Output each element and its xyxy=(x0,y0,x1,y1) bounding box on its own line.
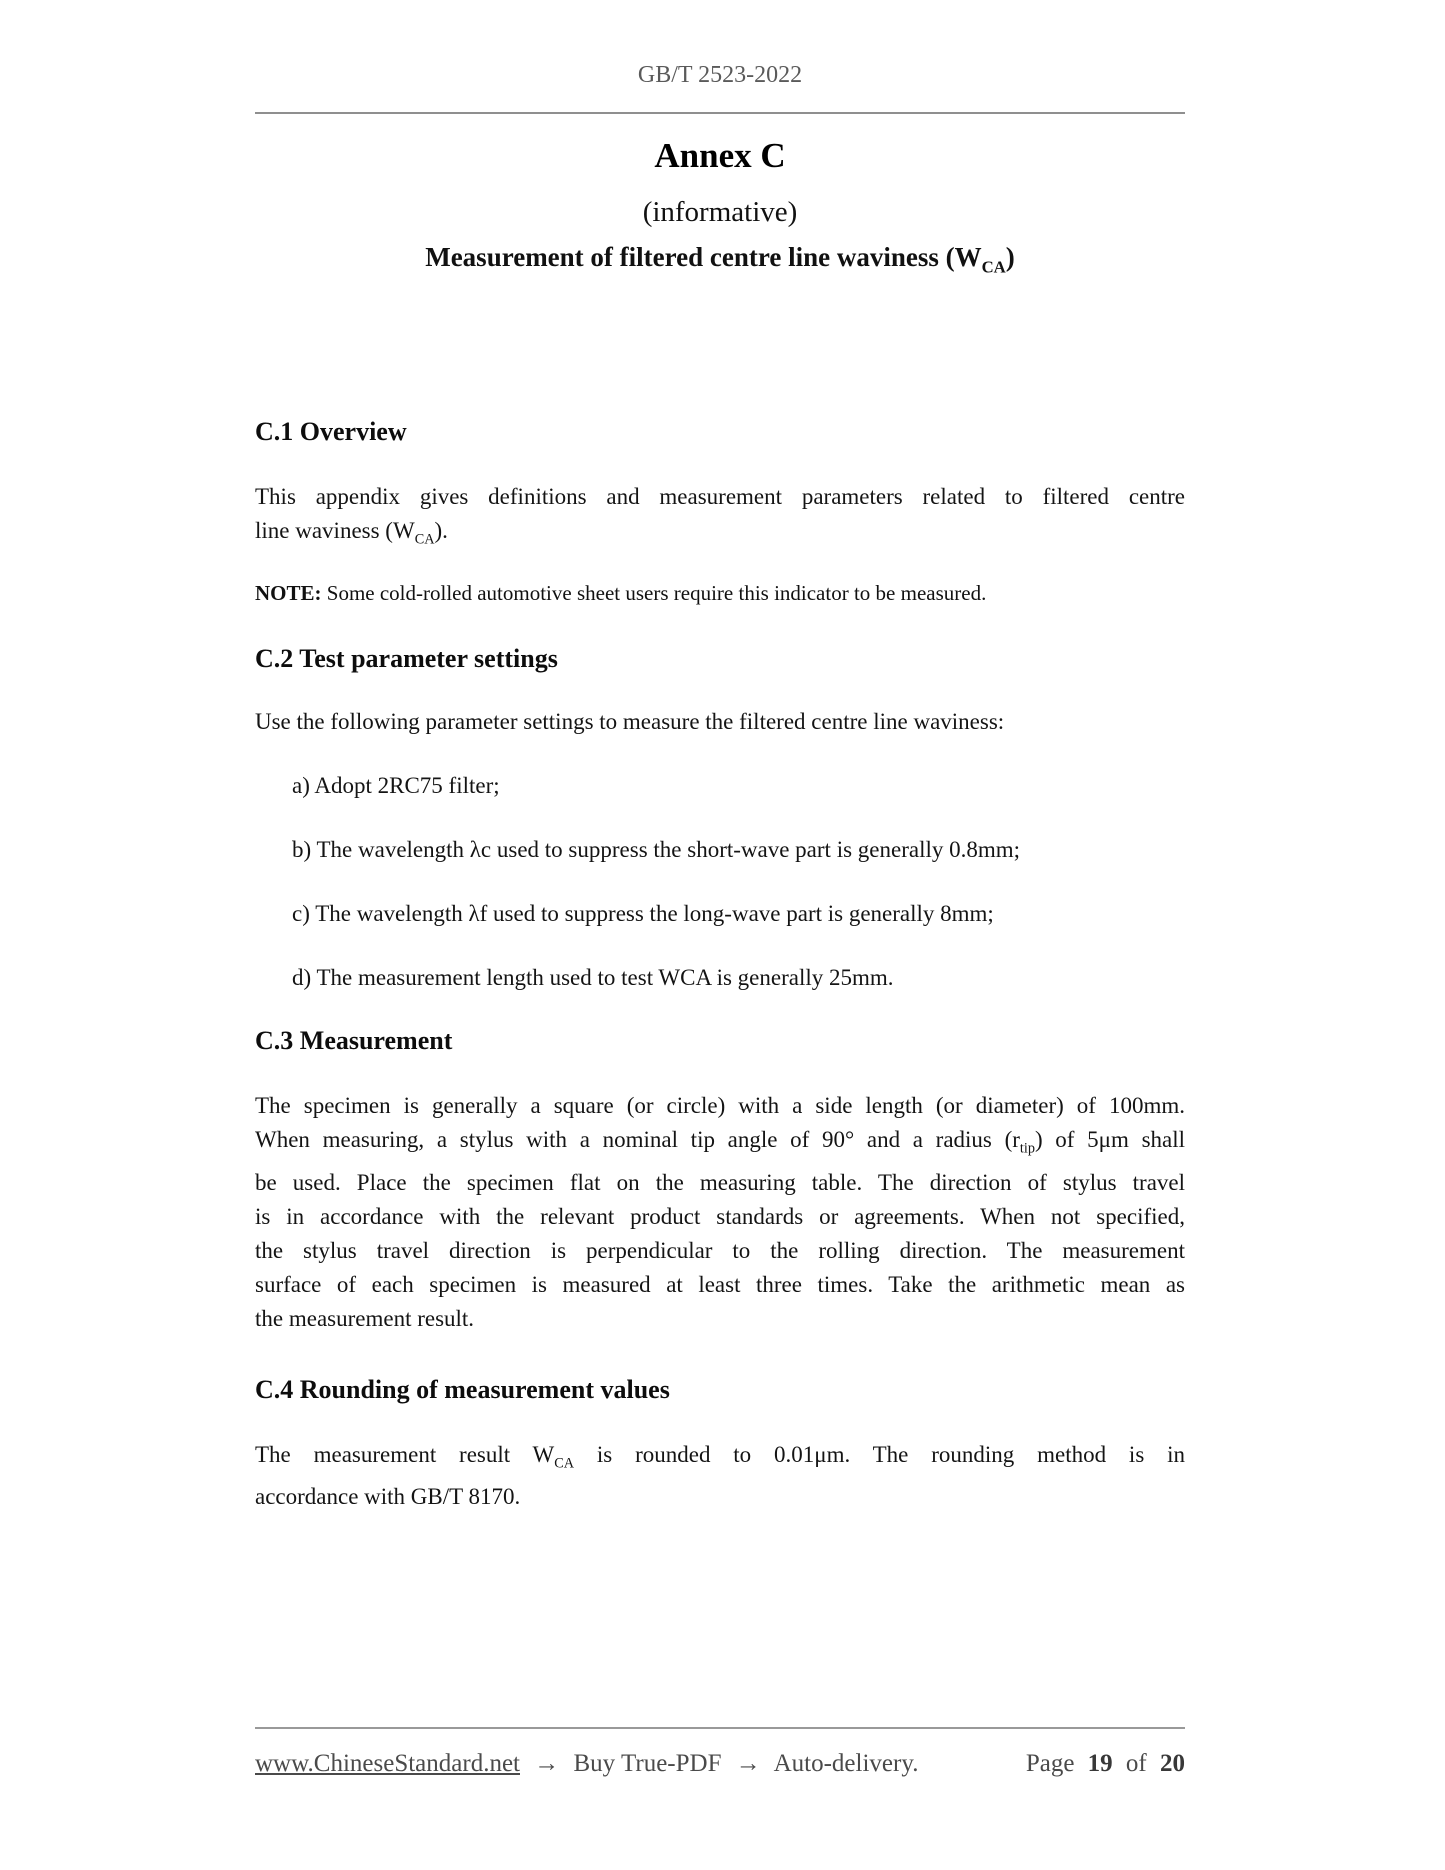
note-label: NOTE: xyxy=(255,580,322,605)
running-header-standard-code: GB/T 2523-2022 xyxy=(637,62,803,88)
document-title-subscript: CA xyxy=(981,257,1006,277)
arrow-right-icon: → xyxy=(534,1750,560,1777)
paragraph-c3-line5: the stylus travel direction is perpendicular to the rolling direction. The measurement xyxy=(255,1237,1185,1263)
paragraph-c3-line3: be used. Place the specimen flat on the measuring table. The direction of stylus travel xyxy=(255,1169,1185,1195)
page-total-number: 20 xyxy=(1160,1750,1185,1777)
list-item-a: a) Adopt 2RC75 filter; xyxy=(292,772,500,798)
paragraph-c1 xyxy=(255,480,1185,557)
rtip-subscript: tip xyxy=(1019,1140,1035,1157)
paragraph-c3-line1: The specimen is generally a square (or circle) with a side length (or diameter) of 100mm. xyxy=(255,1092,1185,1118)
paragraph-c1-line2-close: ). xyxy=(434,518,448,544)
paragraph-c1-line1: This appendix gives definitions and measurement parameters related to filtered centre xyxy=(255,484,1185,510)
paragraph-c3-line2 xyxy=(255,1123,1185,1166)
document-title-text: Measurement of filtered centre line waviness (W xyxy=(425,242,982,272)
wca-subscript: CA xyxy=(414,531,435,548)
annex-subtitle: (informative) xyxy=(642,196,798,228)
footer-left xyxy=(255,1749,926,1779)
paragraph-c1-line2-text: line waviness (W xyxy=(255,518,415,544)
paragraph-c1-line2 xyxy=(255,514,1185,557)
paragraph-c4-line1-close: is rounded to 0.01μm. The rounding method is in xyxy=(574,1441,1185,1467)
paragraph-c4-line1-text: The measurement result W xyxy=(255,1441,555,1467)
heading-c3-measurement: C.3 Measurement xyxy=(255,1025,453,1055)
page-current-number: 19 xyxy=(1087,1750,1113,1777)
paragraph-c4-line2: accordance with GB/T 8170. xyxy=(255,1484,521,1510)
page-content xyxy=(255,0,1185,1514)
paragraph-c3-line2-close: ) of 5μm shall xyxy=(1034,1126,1186,1152)
paragraph-c2-intro: Use the following parameter settings to measure the filtered centre line waviness: xyxy=(255,708,1005,734)
paragraph-c3-line6: surface of each specimen is measured at least three times. Take the arithmetic mean as xyxy=(255,1271,1185,1297)
page-footer xyxy=(255,1727,1185,1779)
heading-c1-overview: C.1 Overview xyxy=(255,417,407,447)
paragraph-c3-line7: the measurement result. xyxy=(255,1305,475,1331)
paragraph-c3 xyxy=(255,1089,1185,1336)
list-item-b: b) The wavelength λc used to suppress the short-wave part is generally 0.8mm; xyxy=(292,836,1021,862)
note-text: Some cold-rolled automotive sheet users require this indicator to be measured. xyxy=(326,580,987,605)
heading-c2-test-parameter-settings: C.2 Test parameter settings xyxy=(255,643,558,673)
note-line xyxy=(255,579,1185,607)
wca-subscript-2: CA xyxy=(554,1455,575,1472)
footer-delivery-text: Auto-delivery. xyxy=(773,1750,919,1777)
footer-page-indicator xyxy=(1019,1749,1185,1779)
list-item-c: c) The wavelength λf used to suppress the long-wave part is generally 8mm; xyxy=(292,900,994,926)
footer-website-link[interactable]: www.ChineseStandard.net xyxy=(255,1750,520,1777)
paragraph-c4 xyxy=(255,1438,1185,1515)
paragraph-c4-line1 xyxy=(255,1438,1185,1481)
page-of-label: of xyxy=(1125,1750,1147,1777)
paragraph-c3-line4: is in accordance with the relevant product standards or agreements. When not specified, xyxy=(255,1203,1185,1229)
header-rule xyxy=(255,112,1185,114)
arrow-right-icon-2: → xyxy=(735,1750,761,1777)
heading-c4-rounding: C.4 Rounding of measurement values xyxy=(255,1374,670,1404)
document-title-close: ) xyxy=(1005,242,1015,272)
annex-title: Annex C xyxy=(654,136,786,175)
paragraph-c3-line2-text: When measuring, a stylus with a nominal tip angle of 90° and a radius (r xyxy=(255,1126,1020,1152)
list-item-d: d) The measurement length used to test WCA is generally 25mm. xyxy=(292,964,894,990)
footer-buy-text: Buy True-PDF xyxy=(573,1750,722,1777)
page-label: Page xyxy=(1025,1750,1075,1777)
document-title xyxy=(255,240,1185,284)
